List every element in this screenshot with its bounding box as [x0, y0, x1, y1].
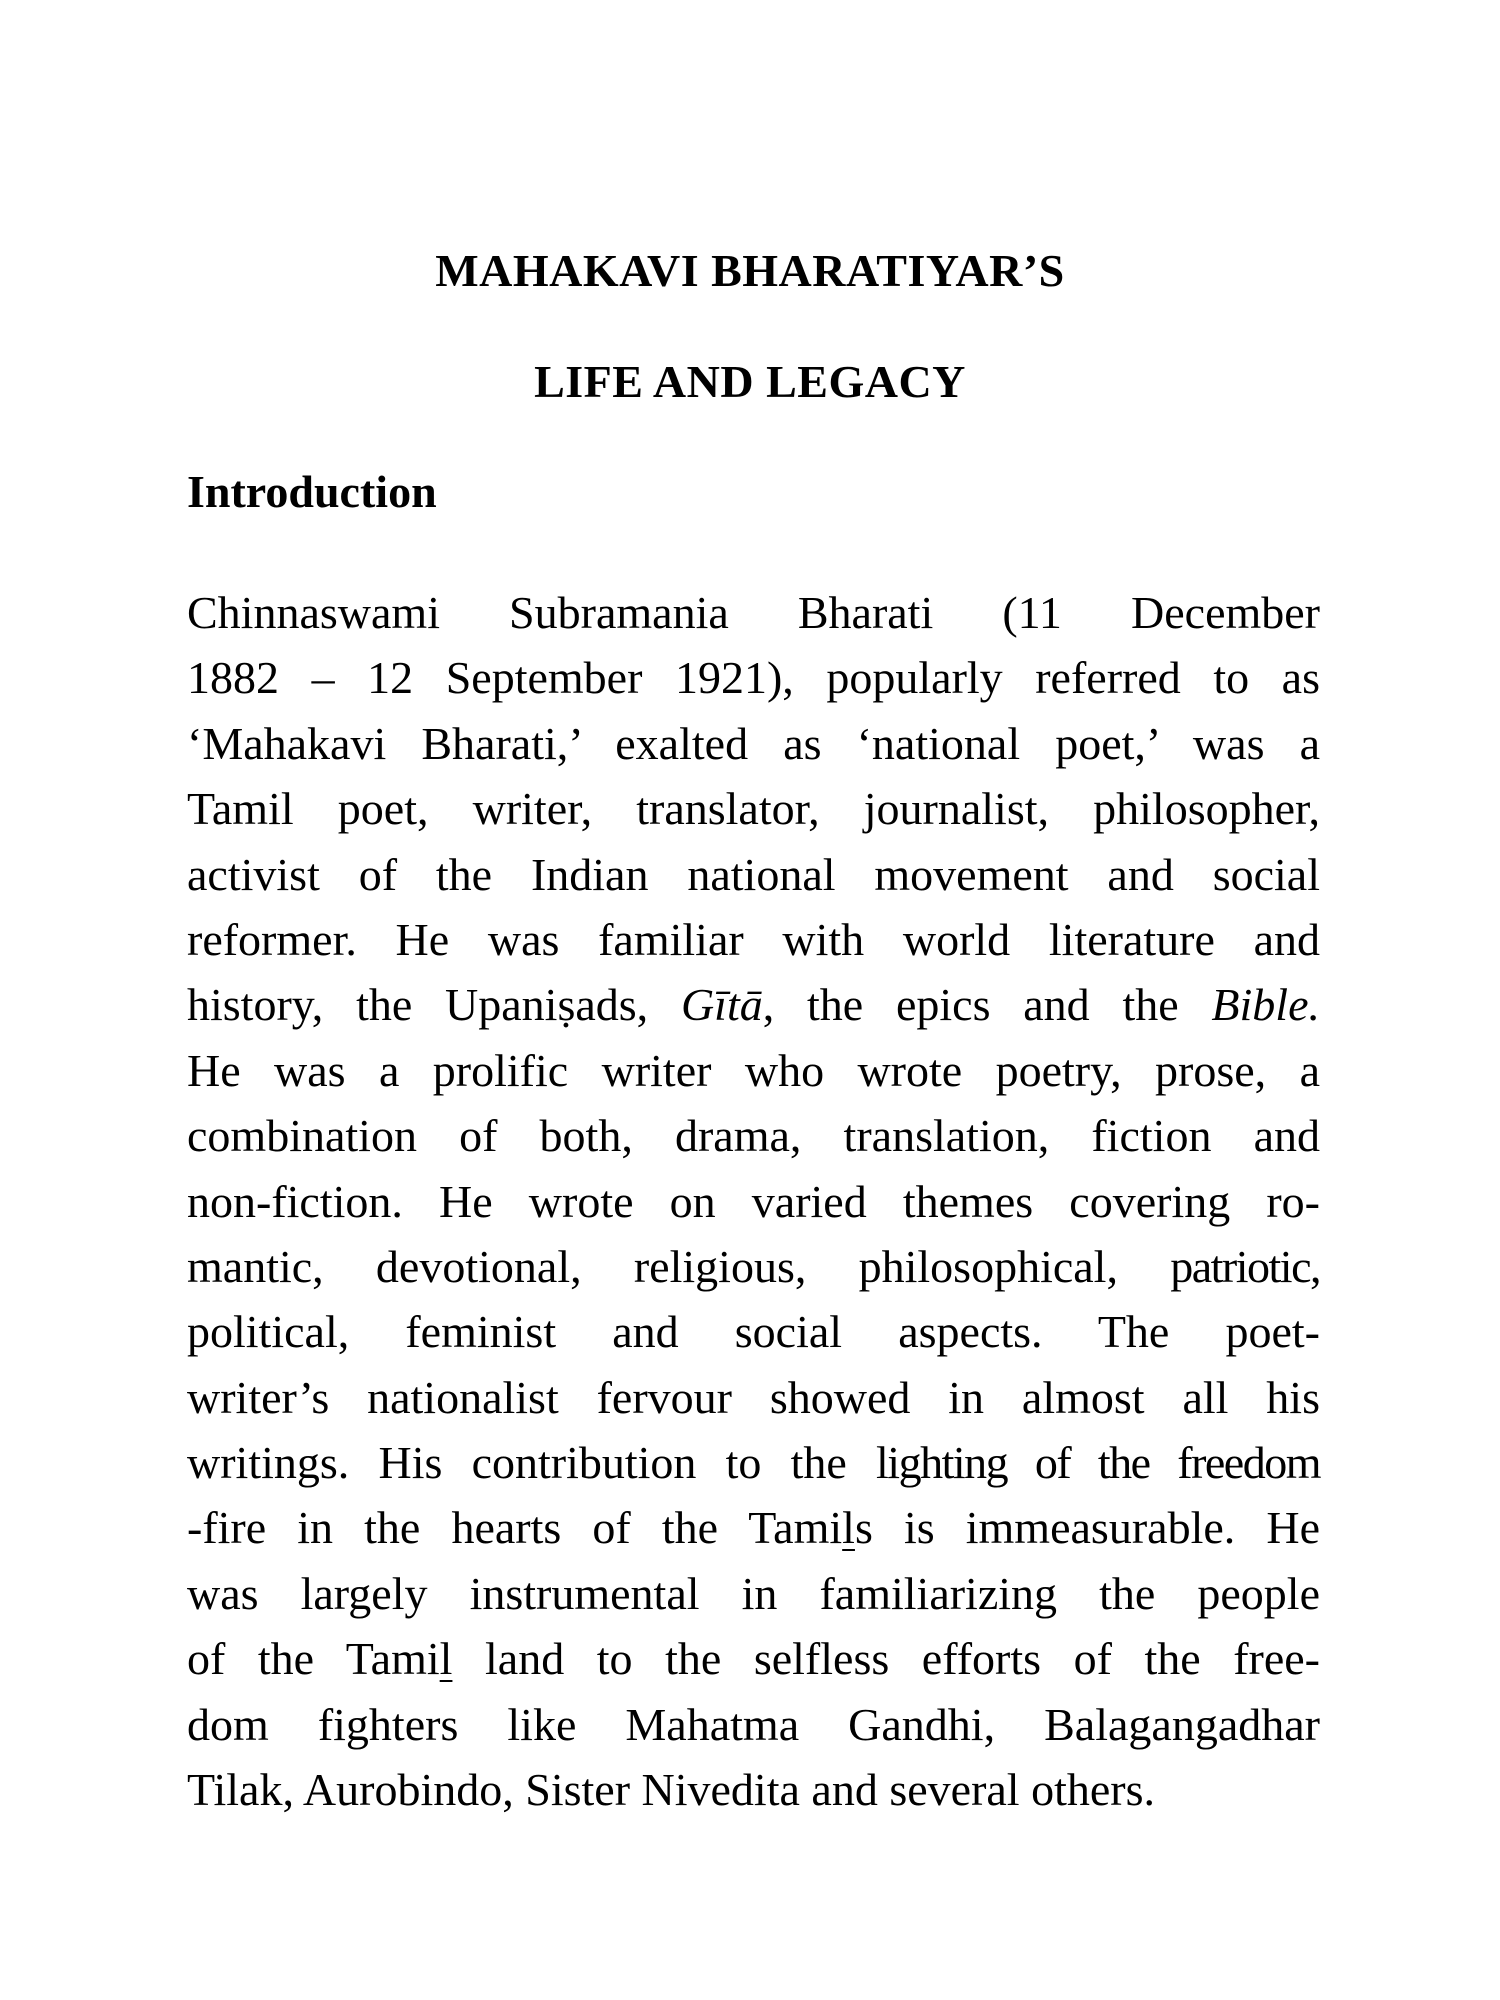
text-run: land to the selfless efforts of the free-: [452, 1633, 1320, 1685]
section-heading: Introduction: [187, 466, 437, 517]
paragraph-line: [187, 972, 1320, 1037]
paragraph-line: activist of the Indian national movement and social: [187, 848, 1320, 900]
underlined-letter: l: [439, 1633, 453, 1685]
text-run-condensed: patriotic,: [1170, 1240, 1320, 1292]
paragraph-line: [187, 1495, 1320, 1560]
paragraph-line: [187, 1626, 1320, 1691]
paragraph-line: political, feminist and social aspects. The poet-: [187, 1306, 1320, 1358]
text-run: writings. His contribution to the: [187, 1437, 877, 1489]
paragraph-line: 1882 – 12 September 1921), popularly referred to as: [187, 652, 1320, 704]
text-run: s is immeasurable. He: [854, 1502, 1321, 1554]
document-subtitle: LIFE AND LEGACY: [534, 356, 966, 407]
text-run: of the Tami: [187, 1633, 440, 1685]
paragraph-line: ‘Mahakavi Bharati,’ exalted as ‘national poet,’ was a: [187, 717, 1320, 769]
paragraph-line: [187, 1430, 1320, 1495]
body-paragraph: [187, 580, 1320, 1822]
text-run: history, the Upaniṣads,: [187, 979, 681, 1031]
paragraph-line: dom fighters like Mahatma Gandhi, Balagangadhar: [187, 1698, 1320, 1750]
text-run: -fire in the hearts of the Tami: [187, 1502, 843, 1554]
paragraph-line: was largely instrumental in familiarizing the people: [187, 1567, 1320, 1619]
paragraph-line: combination of both, drama, translation, fiction and: [187, 1110, 1320, 1162]
paragraph-line: reformer. He was familiar with world literature and: [187, 913, 1320, 965]
document-title: MAHAKAVI BHARATIYAR’S: [435, 245, 1065, 296]
italic-title-gita: Gītā: [680, 979, 763, 1031]
paragraph-line: non-fiction. He wrote on varied themes covering ro-: [187, 1175, 1320, 1227]
text-run: , the epics and the: [762, 979, 1212, 1031]
text-run-condensed: lighting of the freedom: [876, 1437, 1321, 1489]
italic-title-bible: Bible.: [1211, 979, 1320, 1031]
paragraph-line: Tamil poet, writer, translator, journalist, philosopher,: [187, 783, 1320, 835]
underlined-letter: l: [842, 1502, 855, 1554]
paragraph-line: [187, 1234, 1320, 1299]
paragraph-line: He was a prolific writer who wrote poetry, prose, a: [187, 1044, 1320, 1096]
paragraph-line: Tilak, Aurobindo, Sister Nivedita and several others.: [187, 1764, 1155, 1816]
paragraph-line: Chinnaswami Subramania Bharati (11 December: [187, 587, 1320, 638]
paragraph-line: writer’s nationalist fervour showed in almost all his: [187, 1371, 1320, 1423]
text-run: mantic, devotional, religious, philosophical,: [187, 1240, 1171, 1292]
